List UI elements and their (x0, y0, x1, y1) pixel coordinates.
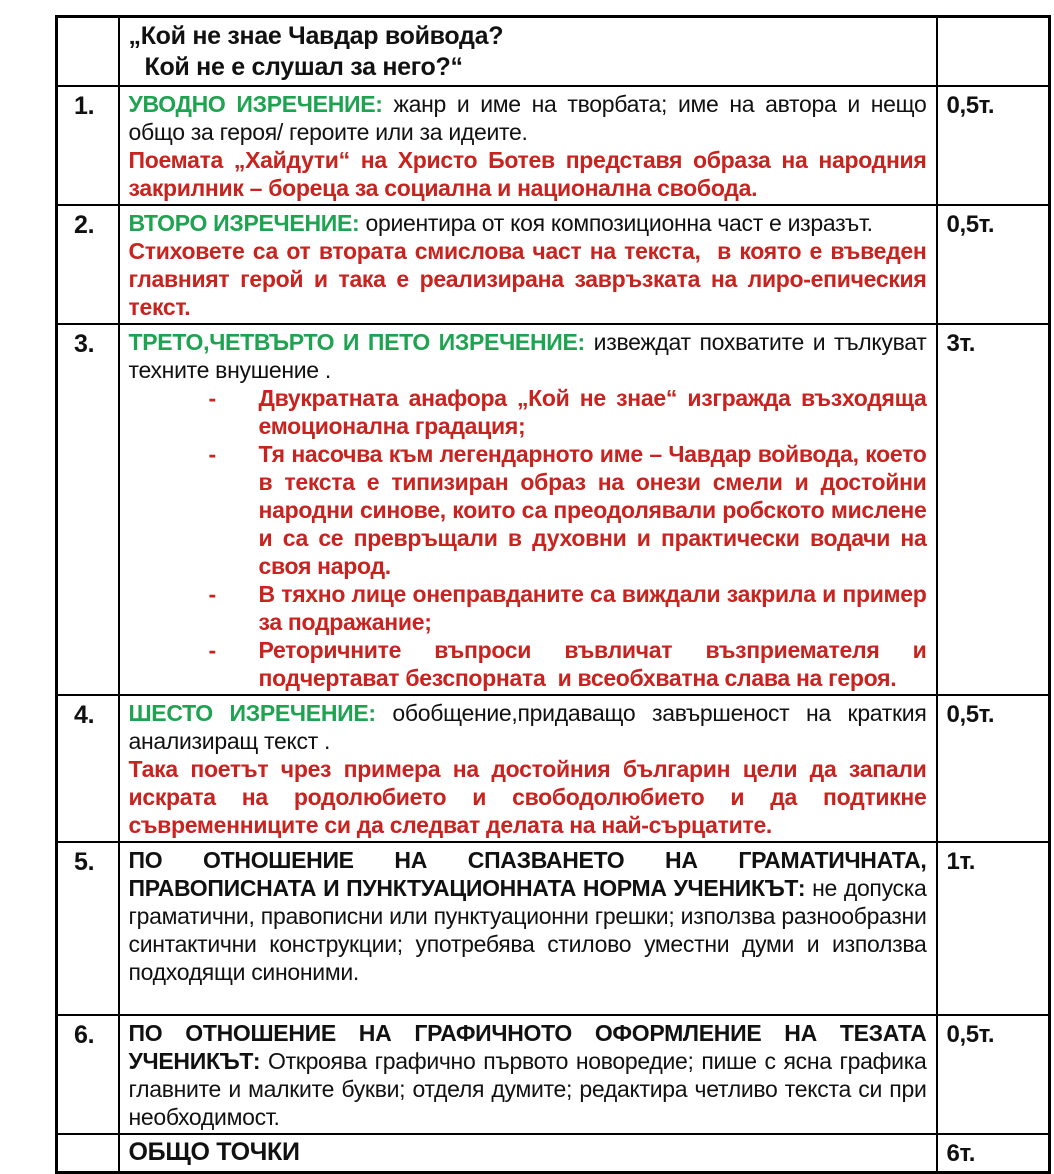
row-number: 4. (57, 695, 119, 842)
criterion-heading: ТРЕТО,ЧЕТВЪРТО И ПЕТО ИЗРЕЧЕНИЕ: (128, 329, 585, 355)
points-value: 0,5т. (937, 1015, 1050, 1134)
table-row-5 (57, 842, 1050, 1015)
criterion-description: жанр и име на творбата; име на автора и нещо общо за героя/ героите или за идеите. (128, 91, 927, 145)
row-number: 1. (57, 86, 119, 205)
table-row-total (57, 1134, 1050, 1172)
row-number: 5. (57, 842, 119, 1015)
criterion-description: ориентира от коя композиционна част е изразът. (359, 210, 873, 236)
criterion-cell-3 (119, 324, 937, 695)
epigraph-cell (119, 17, 937, 87)
criterion-description: обобщение,придаващо завършеност на краткия анализиращ текст . (128, 700, 927, 754)
table-row-header (57, 17, 1050, 87)
total-label: ОБЩО ТОЧКИ (128, 1138, 300, 1166)
rubric-table (55, 15, 1051, 1174)
bullet-item: - Реторичните въпроси въвличат възприемателя и подчертават безспорната и всеобхватна слава на героя. (259, 636, 927, 692)
criterion-cell-2 (119, 205, 937, 324)
bullet-item: - В тяхно лице онеправданите са виждали закрила и пример за подражание; (259, 580, 927, 636)
criterion-cell-4 (119, 695, 937, 842)
row-number-cell (57, 17, 119, 87)
criterion-heading: ПО ОТНОШЕНИЕ НА СПАЗВАНЕТО НА ГРАМАТИЧНАТА, ПРАВОПИСНАТА И ПУНКТУАЦИОННАТА НОРМА УЧЕНИКЪТ: (128, 847, 927, 901)
table-row-6 (57, 1015, 1050, 1134)
model-answer: Стиховете са от втората смислова част на текста, в която е въведен главният герой и така е реализирана завръзката на лиро-епическия текст. (128, 238, 927, 320)
points-value: 1т. (937, 842, 1050, 1015)
criterion-heading: ПО ОТНОШЕНИЕ НА ГРАФИЧНОТО ОФОРМЛЕНИЕ НА ТЕЗАТА УЧЕНИКЪТ: (128, 1020, 927, 1074)
epigraph-line2: Кой не е слушал за него?“ (144, 53, 463, 81)
points-value: 0,5т. (937, 695, 1050, 842)
row-number: 3. (57, 324, 119, 695)
row-number: 2. (57, 205, 119, 324)
model-answer: Така поетът чрез примера на достойния българин цели да запали искрата на родолюбието и свободолюбието и да подтикне съвременниците си да следват делата на най-сърцатите. (128, 756, 927, 838)
table-row-3 (57, 324, 1050, 695)
bullet-item: - Тя насочва към легендарното име – Чавдар войвода, което в текста е типизиран образ на онези смели и достойни народни синове, които са преодолявали робското мислене и са се превръщали в духовни и практически водачи на своя народ. (259, 440, 927, 580)
model-answer: Поемата „Хайдути“ на Христо Ботев представя образа на народния закрилник – бореца за социална и национална свобода. (128, 147, 927, 201)
criterion-description: Откроява графично първото новоредие; пише с ясна графика главните и малките букви; отделя думите; редактира четливо текста си при необходимост. (128, 1048, 927, 1130)
total-label-cell (119, 1134, 937, 1172)
criterion-heading: ШЕСТО ИЗРЕЧЕНИЕ: (128, 700, 376, 726)
row-number: 6. (57, 1015, 119, 1134)
points-cell (937, 17, 1050, 87)
epigraph-line1: „Кой не знае Чавдар войвода? (128, 22, 504, 50)
table-row-4 (57, 695, 1050, 842)
criterion-heading: УВОДНО ИЗРЕЧЕНИЕ: (128, 91, 383, 117)
points-value: 3т. (937, 324, 1050, 695)
points-value: 0,5т. (937, 205, 1050, 324)
criterion-description: не допуска граматични, правописни или пунктуационни грешки; използва разнообразни синтактични конструкции; употребява стилово уместни думи и използва подходящи синоними. (128, 875, 927, 985)
total-points: 6т. (937, 1134, 1050, 1172)
criterion-heading: ВТОРО ИЗРЕЧЕНИЕ: (128, 210, 360, 236)
bullet-item: - Двукратната анафора „Кой не знае“ изгражда възходяща емоционална градация; (259, 384, 927, 440)
table-row-1 (57, 86, 1050, 205)
model-answer-bullets (129, 384, 927, 692)
criterion-cell-5 (119, 842, 937, 1015)
points-value: 0,5т. (937, 86, 1050, 205)
criterion-cell-6 (119, 1015, 937, 1134)
criterion-cell-1 (119, 86, 937, 205)
table-row-2 (57, 205, 1050, 324)
row-number-cell (57, 1134, 119, 1172)
criterion-description: извеждат похватите и тълкуват техните внушение . (128, 329, 927, 383)
